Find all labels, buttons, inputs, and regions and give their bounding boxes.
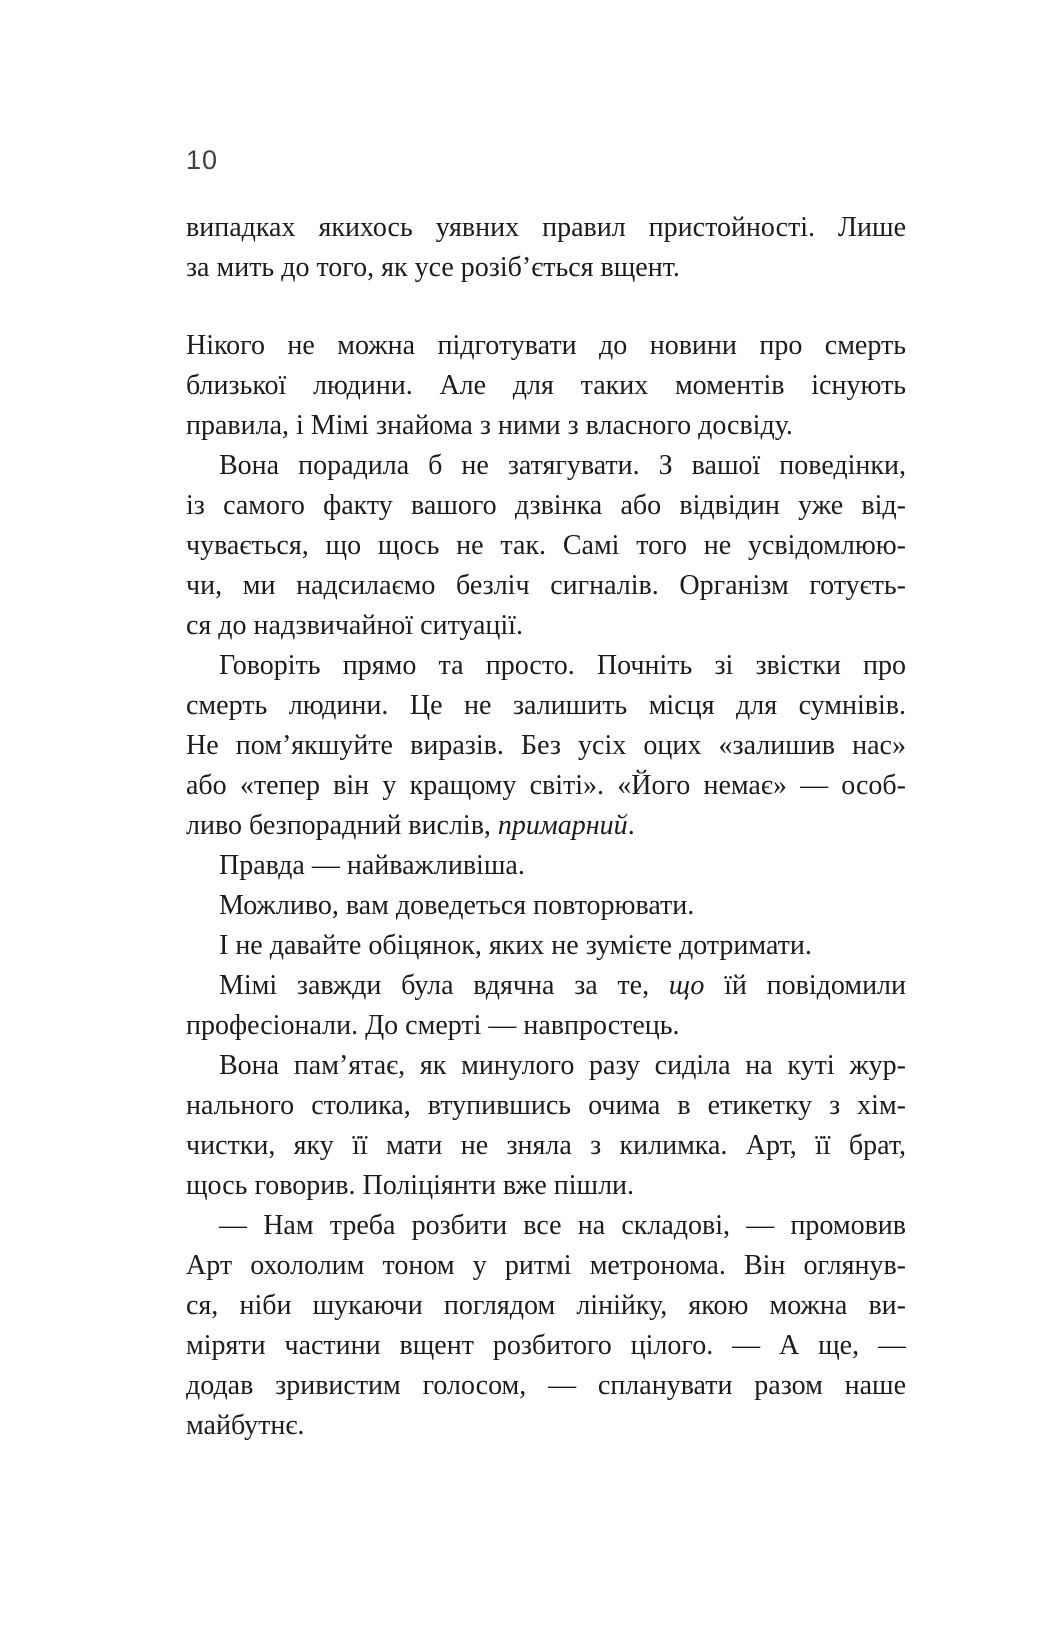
text-run: міряти частини вщент розбитого цілого. — А ще, — — [186, 1330, 906, 1361]
text-run: Не пом’якшуйте виразів. Без усіх оцих «залишив нас» — [186, 730, 906, 761]
text-run: близької людини. Але для таких моментів існують — [186, 370, 906, 401]
text-line — [186, 726, 906, 766]
page-number: 10 — [186, 145, 219, 175]
text-line — [186, 1246, 906, 1286]
text-run: чувається, що щось не так. Самі того не усвідомлюю- — [186, 530, 906, 561]
text-run: Правда — найважливіша. — [219, 850, 525, 881]
page-text — [186, 208, 906, 1446]
text-run: за мить до того, як усе розіб’ється вщент. — [186, 252, 680, 283]
text-line — [186, 606, 906, 646]
text-line — [186, 1206, 906, 1246]
text-run: їй повідомили — [704, 970, 907, 1001]
text-line — [186, 1366, 906, 1406]
text-run: із самого факту вашого дзвінка або відвідин уже від- — [186, 490, 906, 521]
text-line — [186, 1406, 906, 1446]
text-run: Нікого не можна підготувати до новини про смерть — [186, 330, 906, 361]
text-run: або «тепер він у кращому світі». «Його немає» — особ- — [186, 770, 906, 801]
text-run: ся, ніби шукаючи поглядом лінійку, якою можна ви- — [186, 1290, 906, 1321]
text-run: правила, і Мімі знайома з ними з власного досвіду. — [186, 410, 793, 441]
text-run: Вона порадила б не затягувати. З вашої поведінки, — [219, 450, 906, 481]
text-run: Можливо, вам доведеться повторювати. — [219, 890, 695, 921]
text-line — [186, 1046, 906, 1086]
text-line — [186, 1326, 906, 1366]
text-line — [186, 766, 906, 806]
text-run: щось говорив. Поліціянти вже пішли. — [186, 1170, 635, 1201]
text-run: Говоріть прямо та просто. Почніть зі звістки про — [219, 650, 906, 681]
text-run: Арт охололим тоном у ритмі метронома. Він оглянув- — [186, 1250, 906, 1281]
text-run: Вона пам’ятає, як минулого разу сиділа на куті жур- — [219, 1050, 906, 1081]
text-run: смерть людини. Це не залишить місця для сумнівів. — [186, 690, 906, 721]
text-line — [186, 886, 906, 926]
text-line — [186, 446, 906, 486]
text-line — [186, 926, 906, 966]
text-line — [186, 846, 906, 886]
italic-text-run: примарний — [497, 810, 628, 841]
text-line — [186, 1166, 906, 1206]
text-line — [186, 1006, 906, 1046]
text-run: майбутнє. — [186, 1410, 305, 1441]
text-line — [186, 566, 906, 606]
text-line — [186, 526, 906, 566]
text-run: додав зривистим голосом, — спланувати разом наше — [186, 1370, 906, 1401]
text-line — [186, 486, 906, 526]
text-line — [186, 1286, 906, 1326]
text-run: Мімі завжди була вдячна за те, — [219, 970, 669, 1001]
text-run: випадках якихось уявних правил пристойності. Лише — [186, 212, 906, 243]
text-line — [186, 646, 906, 686]
text-line — [186, 248, 906, 288]
text-run: ливо безпорадний вислів, — [186, 810, 498, 841]
text-run: ся до надзвичайної ситуації. — [186, 610, 523, 641]
italic-text-run: що — [668, 970, 705, 1001]
text-run: чистки, яку її мати не зняла з килимка. Арт, її брат, — [186, 1130, 906, 1161]
text-run: І не давайте обіцянок, яких не зумієте дотримати. — [219, 930, 812, 961]
text-run: чи, ми надсилаємо безліч сигналів. Організм готуєть- — [186, 570, 906, 601]
text-line — [186, 208, 906, 248]
text-line — [186, 326, 906, 366]
text-line — [186, 406, 906, 446]
text-run: . — [627, 810, 635, 841]
text-line — [186, 1126, 906, 1166]
text-line — [186, 966, 906, 1006]
text-run: — Нам треба розбити все на складові, — промовив — [219, 1210, 906, 1241]
text-line — [186, 806, 906, 846]
text-line — [186, 1086, 906, 1126]
text-run: нального столика, втупившись очима в етикетку з хім- — [186, 1090, 906, 1121]
text-run: професіонали. До смерті — навпростець. — [186, 1010, 680, 1041]
text-line — [186, 686, 906, 726]
text-line — [186, 366, 906, 406]
